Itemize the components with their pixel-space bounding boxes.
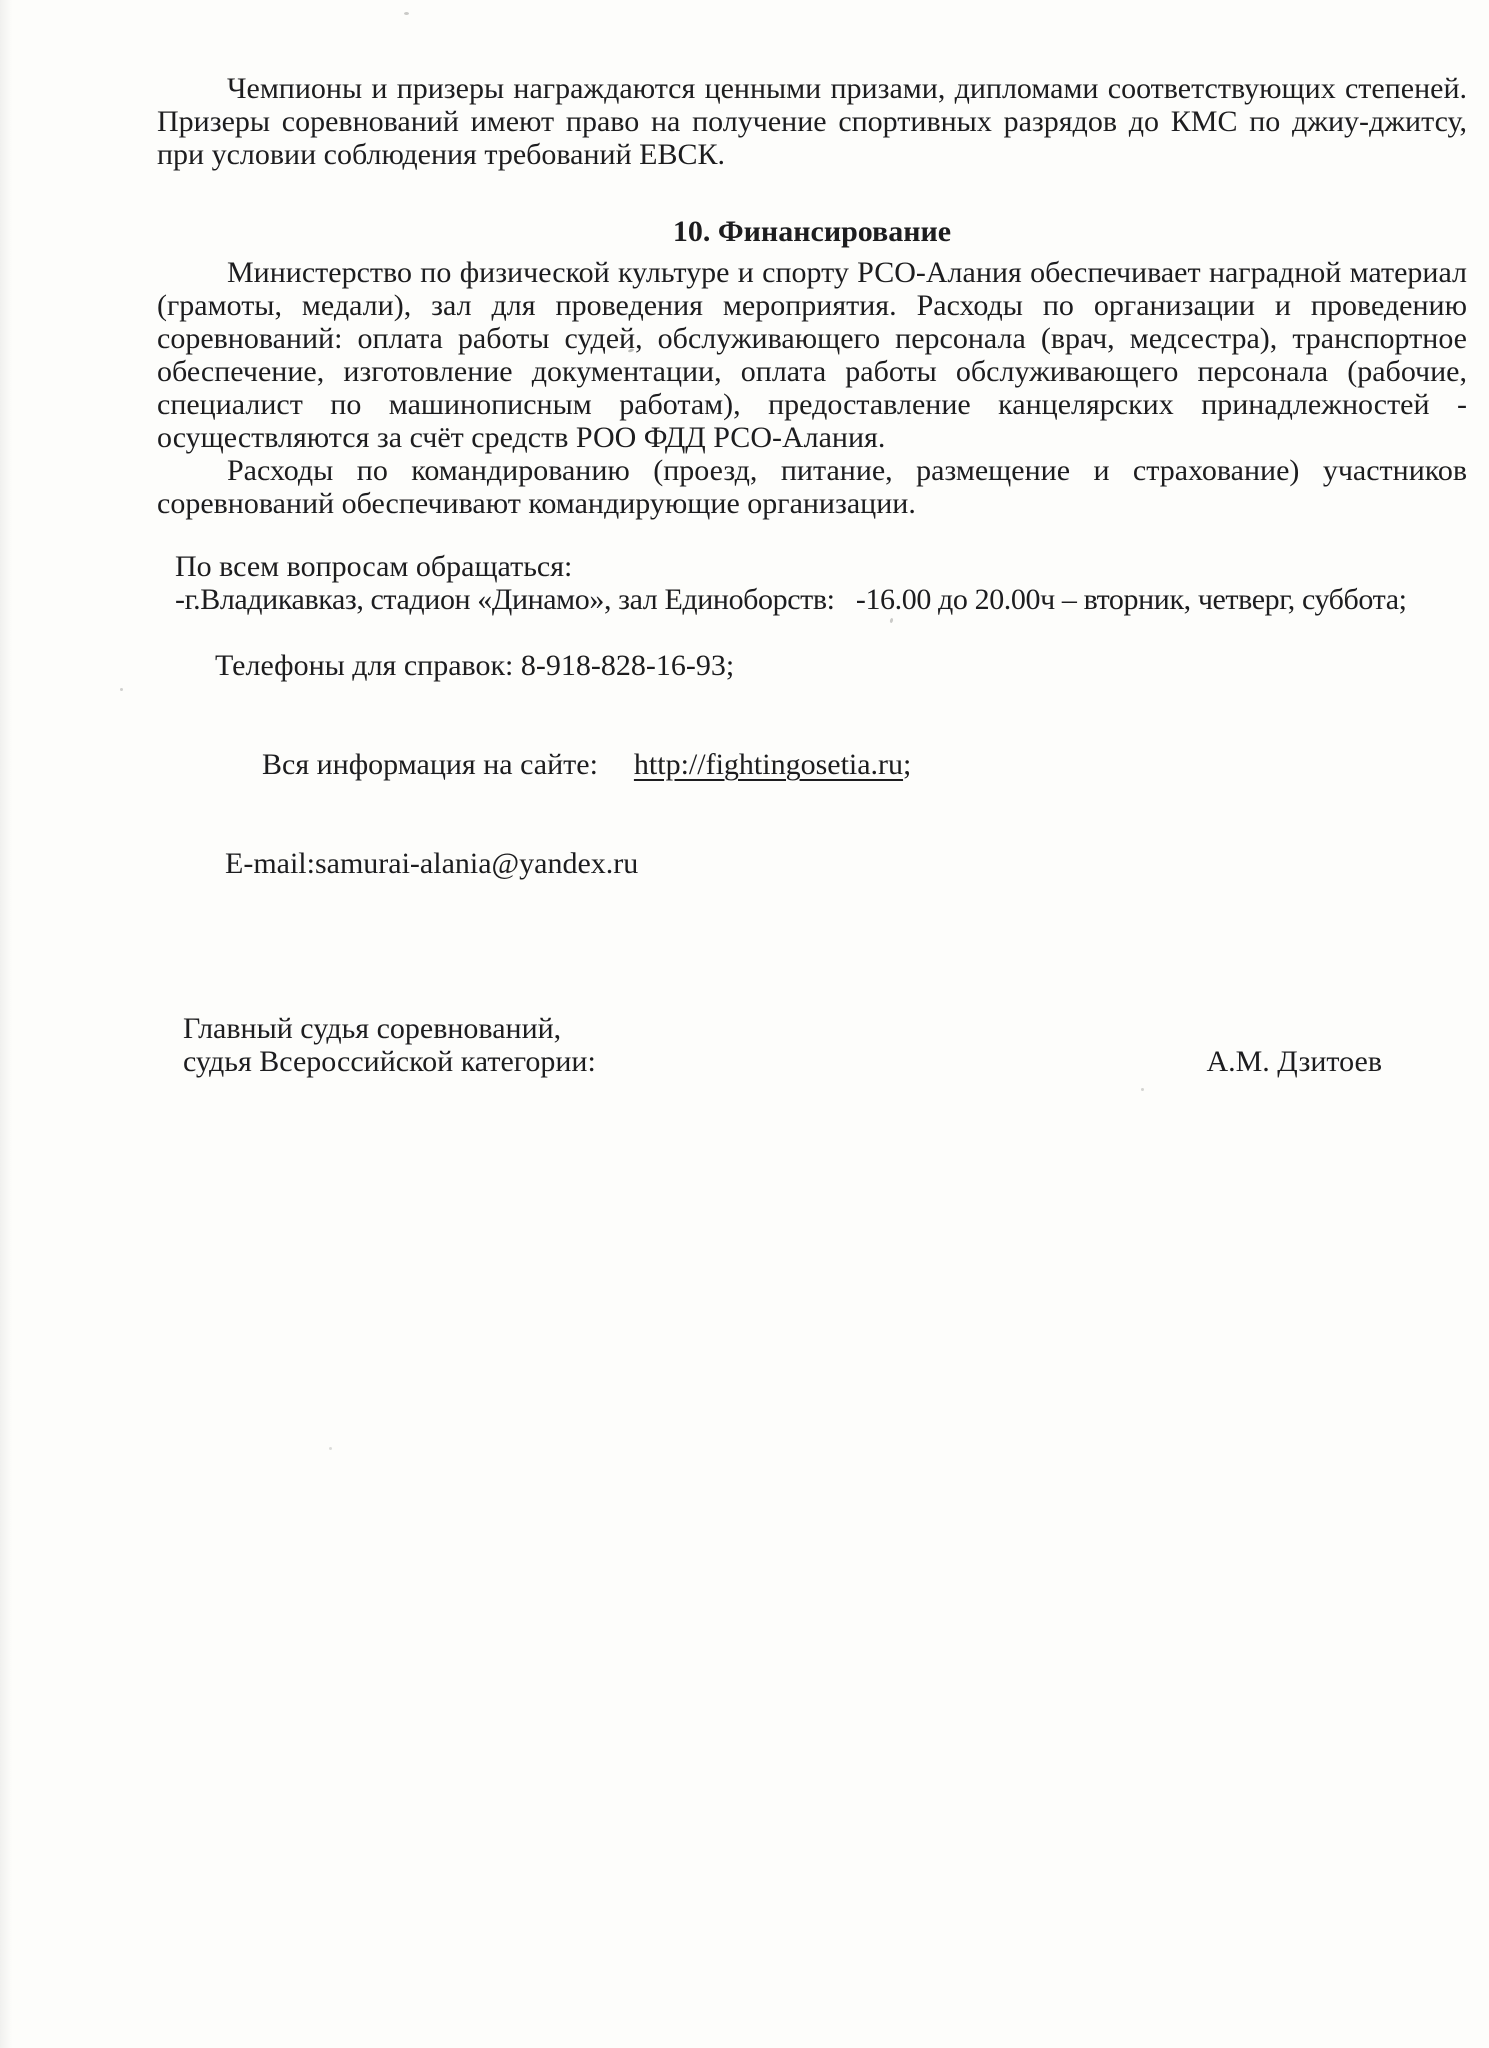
section-heading-financing: 10. Финансирование [672,215,952,248]
contacts-venue-schedule-line: -г.Владикавказ, стадион «Динамо», зал Единоборств: -16.00 до 20.00ч – вторник, четверг, суббота; [175,583,1407,616]
signature-name: А.М. Дзитоев [1206,1045,1382,1078]
financing-paragraph-sources: Министерство по физической культуре и спорту РСО-Алания обеспечивает наградной материал (грамоты, медали), зал для проведения мероприятия. Расходы по организации и проведению соревнований: оплата работы судей, обслуживающего персонала (врач, медсестра), транспортное обеспечение, изготовление документации, оплата работы обслуживающего персонала (рабочие, специалист по машинописным работам), предоставление канцелярских принадлежностей - осуществляются за счёт средств РОО ФДД РСО-Алания. [157,256,1467,454]
website-link[interactable]: http://fightingosetia.ru [633,748,904,781]
contacts-phone-line: Телефоны для справок: 8-918-828-16-93; [215,649,735,682]
scan-speck [329,1447,332,1450]
signature-role [183,1012,596,1078]
contacts-website-line [175,715,1467,814]
intro-paragraph: Чемпионы и призеры награждаются ценными призами, дипломами соответствующих степеней. Призеры соревнований имеют право на получение спортивных разрядов до КМС по джиу-джитсу, при условии соблюдения требований ЕВСК. [157,72,1467,171]
financing-paragraph-travel-costs: Расходы по командированию (проезд, питание, размещение и страхование) участников соревнований обеспечивают командирующие организации. [157,454,1467,520]
contacts-intro-line: По всем вопросам обращаться: [175,550,573,583]
signature-role-line2: судья Всероссийской категории: [183,1045,596,1078]
contacts-email-line: E-mail:samurai-alania@yandex.ru [225,847,639,880]
scan-speck [404,12,409,15]
scan-speck [1141,1088,1144,1091]
website-label: Вся информация на сайте: [262,748,598,781]
scan-speck [120,688,123,691]
signature-role-line1: Главный судья соревнований, [183,1012,562,1045]
contacts-block [175,550,1467,880]
website-link-suffix: ; [903,748,912,781]
signature-block [157,1012,1467,1078]
